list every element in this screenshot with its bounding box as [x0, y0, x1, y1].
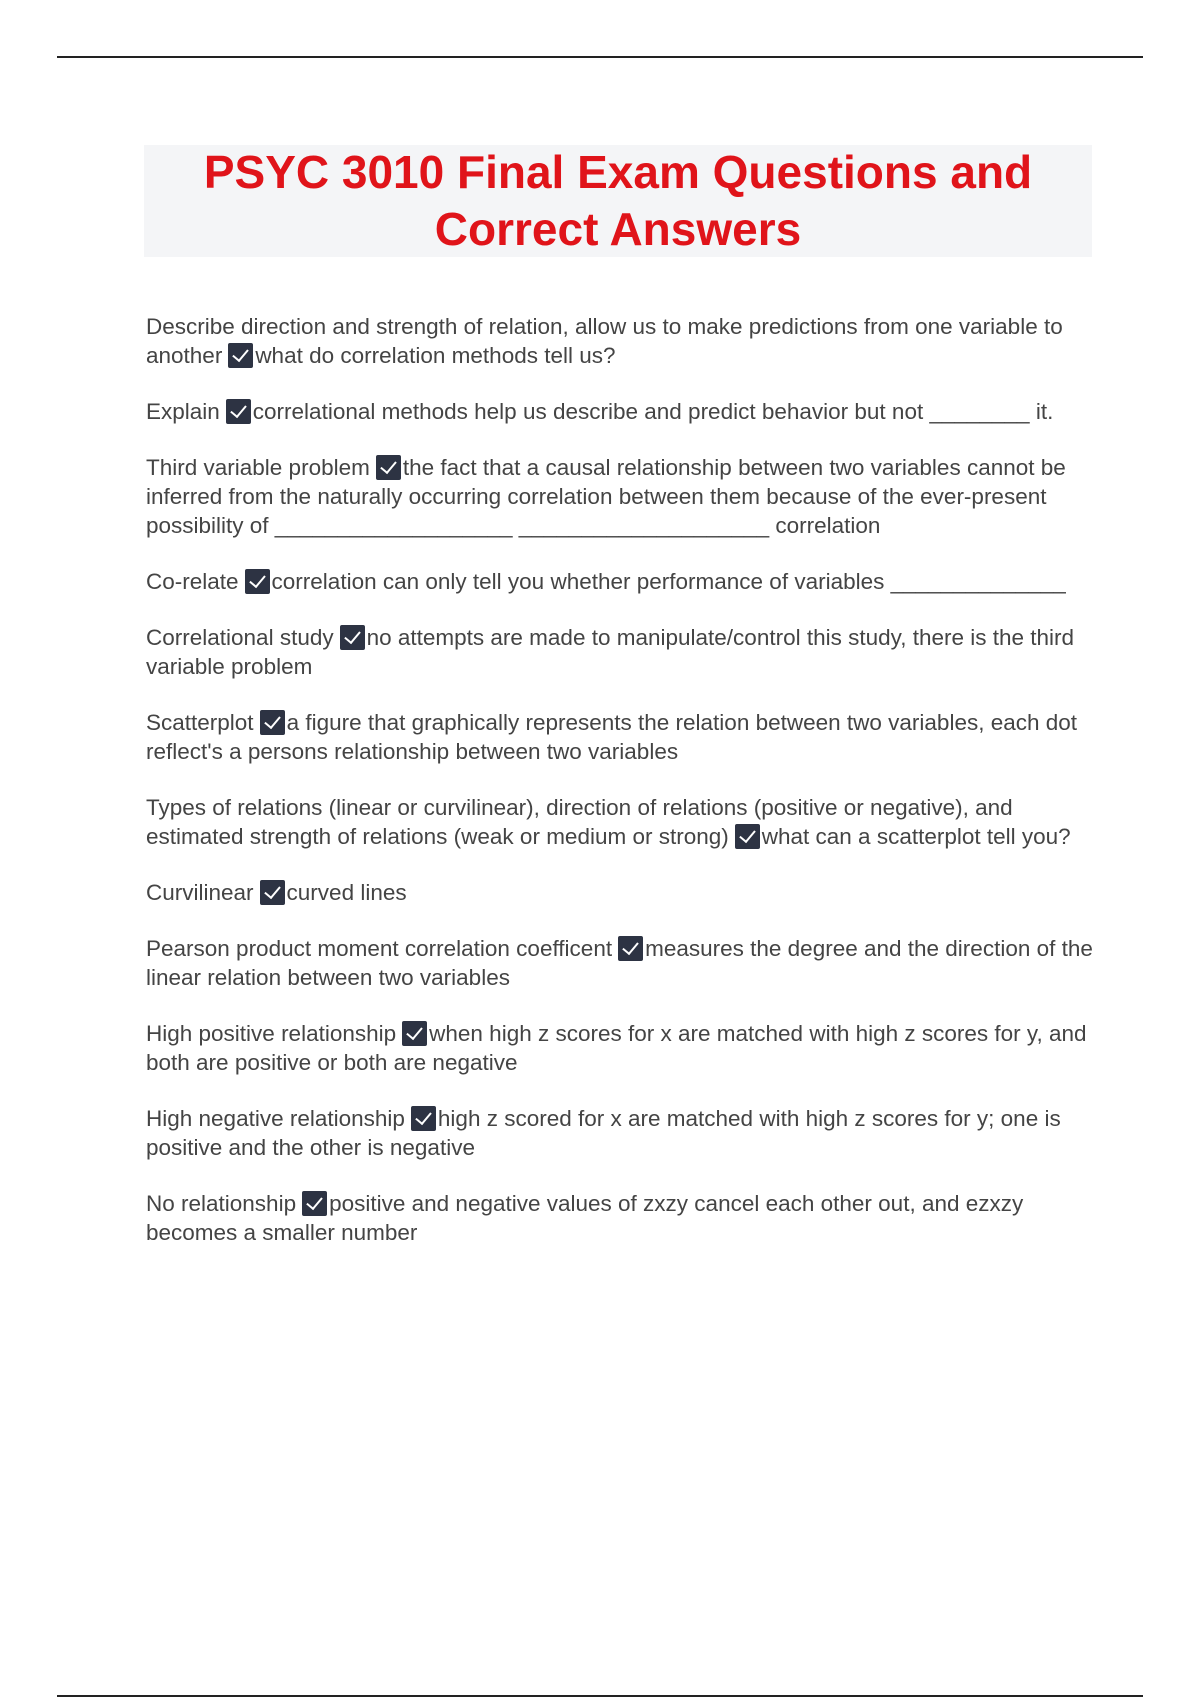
qa-answer: high z scored for x are matched with high z scores for y; one is positive and the other is negative	[146, 1106, 1061, 1160]
checkbox-checked-icon	[228, 343, 253, 368]
qa-answer: curved lines	[286, 880, 407, 905]
qa-item	[146, 453, 1096, 540]
checkbox-checked-icon	[226, 399, 251, 424]
checkbox-checked-icon	[411, 1106, 436, 1131]
qa-item	[146, 1104, 1096, 1162]
qa-term: Co-relate	[146, 569, 239, 594]
qa-item	[146, 793, 1096, 851]
bottom-divider	[57, 1695, 1143, 1697]
qa-answer: no attempts are made to manipulate/control this study, there is the third variable problem	[146, 625, 1075, 679]
qa-item	[146, 934, 1096, 992]
qa-item	[146, 623, 1096, 681]
checkbox-checked-icon	[618, 936, 643, 961]
qa-list	[146, 312, 1096, 1274]
qa-answer: measures the degree and the direction of the linear relation between two variables	[146, 936, 1093, 990]
qa-item	[146, 1189, 1096, 1247]
qa-item	[146, 567, 1096, 596]
qa-term: Correlational study	[146, 625, 334, 650]
qa-item	[146, 708, 1096, 766]
qa-term: No relationship	[146, 1191, 297, 1216]
qa-answer: a figure that graphically represents the relation between two variables, each dot reflect's a persons relationship between two variables	[146, 710, 1078, 764]
qa-item	[146, 312, 1096, 370]
checkbox-checked-icon	[245, 569, 270, 594]
checkbox-checked-icon	[735, 824, 760, 849]
checkbox-checked-icon	[302, 1191, 327, 1216]
checkbox-checked-icon	[376, 455, 401, 480]
checkbox-checked-icon	[260, 710, 285, 735]
qa-item	[146, 397, 1096, 426]
qa-term: Pearson product moment correlation coefficent	[146, 936, 613, 961]
top-divider	[57, 56, 1143, 58]
qa-answer: what can a scatterplot tell you?	[761, 824, 1071, 849]
qa-answer: positive and negative values of zxzy cancel each other out, and ezxzy becomes a smaller number	[146, 1191, 1024, 1245]
title-banner	[144, 145, 1092, 257]
checkbox-checked-icon	[340, 625, 365, 650]
qa-term: Types of relations (linear or curvilinear), direction of relations (positive or negative), and estimated strength of relations (weak or medium or strong)	[146, 795, 1013, 849]
qa-term: Describe direction and strength of relation, allow us to make predictions from one variable to another	[146, 314, 1063, 368]
qa-term: High negative relationship	[146, 1106, 405, 1131]
qa-term: Explain	[146, 399, 220, 424]
document-title: PSYC 3010 Final Exam Questions and Correct Answers	[203, 146, 1033, 255]
qa-term: Third variable problem	[146, 455, 370, 480]
qa-answer: the fact that a causal relationship between two variables cannot be inferred from the naturally occurring correlation between them because of the ever-present possibility of ___________________ ____________________ correlation	[146, 455, 1066, 538]
qa-answer: correlation can only tell you whether performance of variables ______________	[271, 569, 1066, 594]
qa-item	[146, 878, 1096, 907]
qa-item	[146, 1019, 1096, 1077]
qa-term: Scatterplot	[146, 710, 254, 735]
checkbox-checked-icon	[402, 1021, 427, 1046]
qa-answer: what do correlation methods tell us?	[255, 343, 616, 368]
qa-answer: correlational methods help us describe and predict behavior but not ________ it.	[252, 399, 1054, 424]
qa-answer: when high z scores for x are matched with high z scores for y, and both are positive or both are negative	[146, 1021, 1087, 1075]
qa-term: High positive relationship	[146, 1021, 397, 1046]
checkbox-checked-icon	[260, 880, 285, 905]
qa-term: Curvilinear	[146, 880, 254, 905]
